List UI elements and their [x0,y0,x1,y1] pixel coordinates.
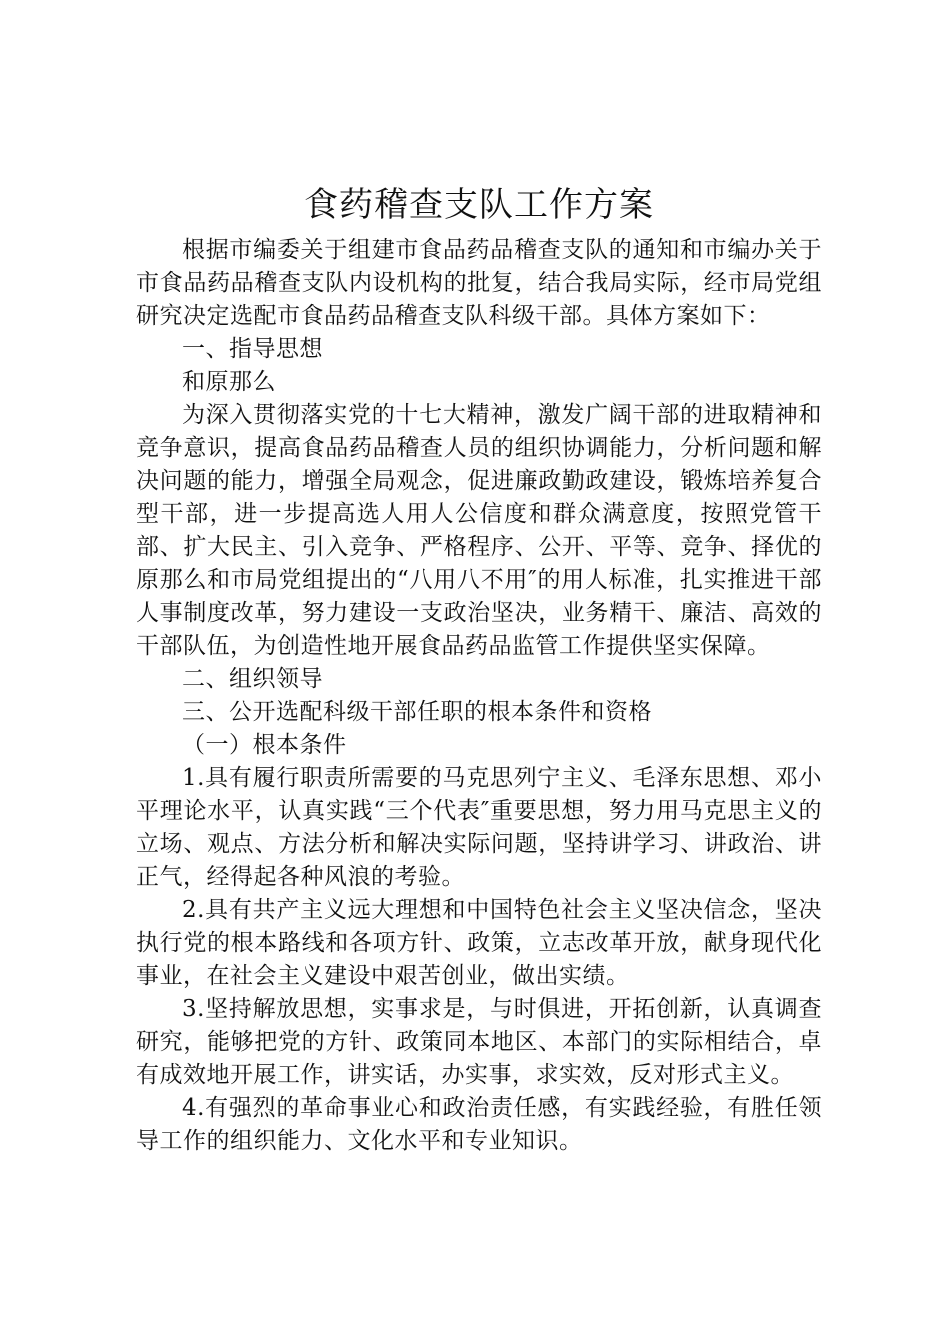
paragraph-intro: 根据市编委关于组建市食品药品稽查支队的通知和市编办关于市食品药品稽查支队内设机构的批复，结合我局实际，经市局党组研究决定选配市食品药品稽查支队科级干部。具体方案如下： [136,237,822,329]
heading-basic-conditions-qualifications: 三、公开选配科级干部任职的根本条件和资格 [182,699,652,725]
list-item-condition-4: 4.有强烈的革命事业心和政治责任感，有实践经验，有胜任领导工作的组织能力、文化水平和专业知识。 [136,1095,822,1154]
heading-organization-leadership: 二、组织领导 [182,666,323,692]
list-item-condition-3: 3.坚持解放思想，实事求是，与时俱进，开拓创新，认真调查研究，能够把党的方针、政策同本地区、本部门的实际相结合，卓有成效地开展工作，讲实话，办实事，求实效，反对形式主义。 [136,996,822,1088]
subheading-basic-conditions: （一）根本条件 [182,732,347,758]
heading-principles: 和原那么 [182,369,276,395]
document-page [136,180,822,1158]
heading-guiding-ideology: 一、指导思想 [182,336,323,362]
list-item-condition-1: 1.具有履行职责所需要的马克思列宁主义、毛泽东思想、邓小平理论水平，认真实践“三个代表″重要思想，努力用马克思主义的立场、观点、方法分析和解决实际问题，坚持讲学习、讲政治、讲正气，经得起各种风浪的考验。 [136,765,822,890]
list-item-condition-2: 2.具有共产主义远大理想和中国特色社会主义坚决信念，坚决执行党的根本路线和各项方针、政策，立志改革开放，献身现代化事业，在社会主义建设中艰苦创业，做出实绩。 [136,897,822,989]
paragraph-principles: 为深入贯彻落实党的十七大精神，激发广阔干部的进取精神和竞争意识，提高食品药品稽查人员的组织协调能力，分析问题和解决问题的能力，增强全局观念，促进廉政勤政建设，锻炼培养复合型干部，进一步提高选人用人公信度和群众满意度，按照党管干部、扩大民主、引入竞争、严格程序、公开、平等、竞争、择优的原那么和市局党组提出的“八用八不用″的用人标准，扎实推进干部人事制度改革，努力建设一支政治坚决，业务精干、廉洁、高效的干部队伍，为创造性地开展食品药品监管工作提供坚实保障。 [136,402,822,659]
document-title: 食药稽查支队工作方案 [304,185,654,225]
